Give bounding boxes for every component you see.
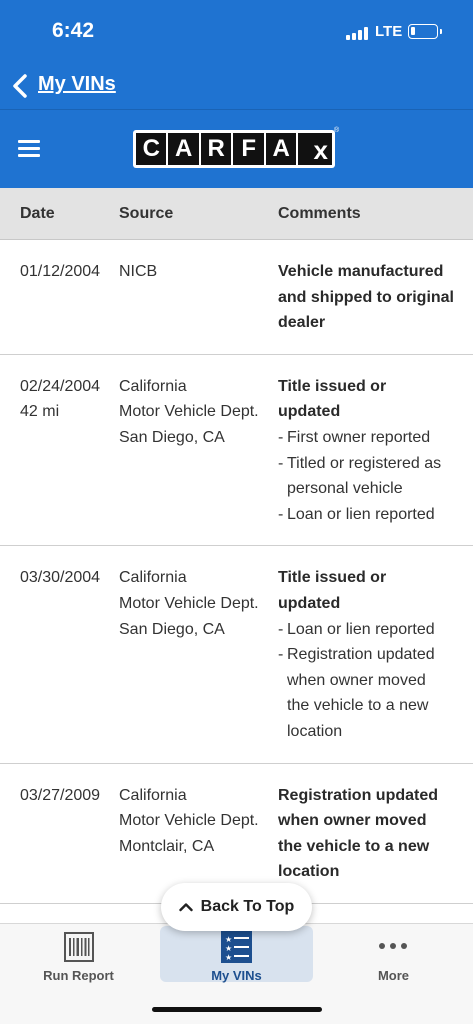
more-dots-icon [378,942,408,950]
logo-letter: F [233,133,263,165]
table-row [0,546,473,763]
logo-letter: R [201,133,231,165]
source-cell [119,374,274,451]
source-text: Motor Vehicle Dept. [119,812,259,830]
comment-bullet [278,451,463,502]
source-text: San Diego, CA [119,620,225,638]
bullet-line: personal vehicle [287,480,403,498]
hamburger-menu-icon[interactable] [18,140,40,158]
source-text: NICB [119,263,158,280]
nav-bar [0,60,473,110]
date-text: 03/30/2004 [20,569,101,587]
source-text: Motor Vehicle Dept. [119,594,259,612]
comment-bullet [278,502,463,528]
bullet-line: the vehicle to a new [287,697,429,715]
registered-mark: ® [334,127,340,134]
home-indicator [152,1007,322,1012]
logo-x-box [298,133,332,165]
logo-x: x [313,135,328,165]
comment-title: the vehicle to a new [278,837,430,855]
bullet-line: - Loan or lien reported [287,620,435,638]
comment-title: dealer [278,314,326,332]
bullet-line: - First owner reported [287,428,431,446]
tab-run-report[interactable] [2,926,155,982]
logo-letter: A [266,133,296,165]
brand-bar [0,110,473,188]
date-cell [20,259,116,285]
comment-title: location [278,863,340,881]
bullet-line: - Titled or registered as [287,454,442,472]
svg-text:★: ★ [225,935,233,944]
signal-icon [346,27,370,40]
source-text: Motor Vehicle Dept. [119,403,259,421]
comments-cell [278,783,463,885]
back-to-top-label: Back To Top [200,898,295,915]
network-label: LTE [375,23,403,40]
tab-my-vins[interactable] [160,926,313,982]
battery-icon [408,24,438,39]
barcode-icon [64,932,94,962]
source-text: Montclair, CA [119,837,215,855]
comment-title: updated [278,594,341,612]
logo-letter: A [168,133,198,165]
comment-title: updated [278,403,341,421]
date-cell [20,374,116,425]
app-header [0,0,473,188]
date-text: 03/27/2009 [20,786,101,804]
back-to-top-button[interactable] [161,883,312,931]
comment-title: Title issued or [278,569,387,587]
chevron-left-icon[interactable] [10,72,32,100]
table-row [0,240,473,355]
bullet-line: - Registration updated [287,646,435,664]
source-text: California [119,569,187,587]
date-cell [20,565,116,591]
date-text: 42 mi [20,403,60,421]
source-cell [119,565,274,642]
bullet-line: location [287,722,343,740]
header-date: Date [20,205,55,222]
header-source: Source [119,205,174,222]
tab-more[interactable] [317,926,470,982]
svg-text:★: ★ [225,953,233,962]
status-bar [0,0,473,60]
comment-bullet [278,642,463,744]
source-cell [119,783,274,860]
comment-bullet [278,617,463,643]
source-cell [119,259,274,285]
date-cell [20,783,116,809]
comment-bullet [278,425,463,451]
date-text: 01/12/2004 [20,263,101,280]
table-header [0,188,473,240]
source-text: San Diego, CA [119,428,225,446]
carfax-logo [133,130,335,168]
comments-cell [278,374,463,528]
date-text: 02/24/2004 [20,377,101,395]
tab-label: Run Report [43,968,114,983]
svg-text:★: ★ [225,944,233,953]
tab-label: More [377,968,410,983]
table-body [0,240,473,904]
header-comments: Comments [278,205,361,222]
back-link[interactable]: My VINs [38,73,116,95]
comment-title: when owner moved [278,812,427,830]
tab-label: My VINs [211,968,262,983]
comment-title: Title issued or [278,377,387,395]
chevron-up-icon [179,902,193,912]
logo-letter: C [136,133,166,165]
comment-title: Vehicle manufactured [278,263,444,280]
comments-cell [278,565,463,744]
status-time: 6:42 [52,19,95,42]
comment-title: and shipped to original [278,288,454,306]
table-row [0,355,473,547]
vin-list-icon [220,930,253,964]
source-text: California [119,377,187,395]
history-table [0,188,473,904]
bullet-line: when owner moved [287,671,426,689]
comments-cell [278,259,463,336]
source-text: California [119,786,187,804]
bullet-line: - Loan or lien reported [287,505,435,523]
comment-title: Registration updated [278,786,439,804]
